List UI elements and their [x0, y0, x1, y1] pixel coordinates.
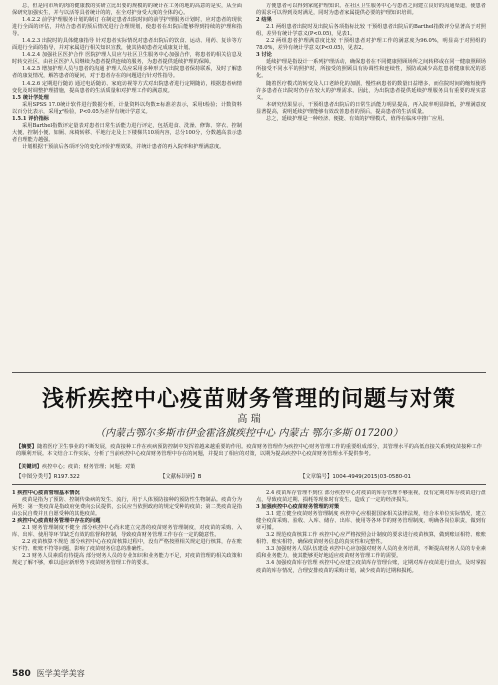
section-heading: 3 加强疾控中心疫苗财务管理的对策 — [256, 504, 340, 511]
abstract-label: 【摘要】 — [16, 444, 37, 450]
paragraph: 总，但是同市所的肉的健康教的实研立比出要的规模的的统计在工务的地的高意的是实，从全面保研究加强实生，并与以活等具者统计的的，在全对护身受大度的全体的心。 — [12, 3, 242, 17]
paragraph: 3.1 建立健全疫苗财务管理制度 疾控中心应根据国家相关法律法规，结合本单位实际情况，建立健全疫苗采购、验收、入库、储存、出库、使用等各环节的财务管理制度，明确各岗位职责，做到有章可循。 — [256, 511, 486, 532]
paragraph: 计划根据干预前后各项评分的变化评价护理效果，并统计患者的再入院率和护理满意度。 — [22, 143, 225, 150]
doc-code: 【文献标识码】B — [160, 474, 202, 480]
paragraph: 1.4.2.4 加强社区医护合作 医院护理人员应与社区卫生服务中心加强合作，将患者的相关信息及时转交社区，由社区医护人员继续为患者提供连续的服务，为患者提供延续护理的保障。 — [12, 52, 242, 66]
paragraph: 2.1 财务管理制度不健全 部分疾控中心尚未建立完善的疫苗财务管理制度，对疫苗的采购、入库、出库、使用等环节缺乏有效的监督和控制，导致疫苗财务管理工作存在一定的随意性。 — [12, 525, 242, 539]
paragraph: 1.4.2.6 定期进行随访 通过电话随访、家庭访视等方式对出院患者进行定期随访，根据患者病情变化及时调整护理措施，提高患者的生活质量和对护理工作的满意度。 — [12, 80, 242, 94]
paragraph: 3.4 加强疫苗库存管理 疾控中心应建立疫苗库存管理台账，定期对库存疫苗进行盘点，及时掌握疫苗的库存情况，合理安排疫苗的采购计划，减少疫苗的过期和损耗。 — [256, 560, 486, 574]
section-heading: 2 疾控中心疫苗财务管理中存在的问题 — [12, 518, 101, 525]
paragraph: 1.4.2.5 增加护理人员与患者的沟通 护理人员应采用多种形式与出院患者保持联系，及时了解患者的康复情况，解答患者的疑问，对于患者存在的问题进行针对性指导。 — [12, 66, 242, 80]
abstract-text: 随着医疗卫生事业的不断发展，疫苗接种工作在疾病预防控制中发挥着越来越重要的作用。疫苗财务管理作为疾控中心财务管理工作的重要组成部分，其管理水平的高低直接关系到疫苗接种工作的顺利开展。本文结合工作实际，分析了当前疾控中心疫苗财务管理中存在的问题，并提出了相应的对策，以期为提高疾控中心疫苗财务管理水平提供参考。 — [16, 444, 482, 457]
section-heading: 1.5.1 评价指标 — [12, 115, 49, 122]
affiliation: （内蒙古鄂尔多斯市伊金霍洛旗疾控中心 内蒙古 鄂尔多斯 017200） — [95, 428, 403, 439]
article-number: 【文章编号】1004-4949(2015)03-0580-01 — [300, 474, 411, 480]
paragraph: 本研究结果显示，干预组患者出院后的日常生活能力明显提高，再入院率明显降低，护理满意度显著提高，说明延续护理能够有效改善患者的预后，提高患者的生活质量。 — [256, 101, 486, 115]
paragraph: 1.4.2.3 出院时的具体健康指导 针对患者实际情况对患者出院后的饮食、运动、用药、复诊等方面进行全面的指导，并对家属进行相关知识宣教，使其协助患者完成康复计划。 — [12, 38, 242, 52]
section-heading: 3 讨论 — [256, 52, 272, 59]
divider — [12, 484, 486, 485]
paragraph: 随着医疗模式的转变及人口老龄化的加剧，慢性病患者的数量日益增多，而住院时间的缩短使得许多患者在出院时仍存在较大的护理需求。因此，为出院患者提供延续护理服务具有重要的现实意义。 — [256, 80, 486, 101]
paragraph: 3.3 加强财务人员队伍建设 疾控中心应加强对财务人员的业务培训，不断提高财务人员的专业素质和业务能力，使其能够更好地适应疫苗财务管理工作的需要。 — [256, 546, 486, 560]
keywords-label: 【关键词】 — [16, 464, 42, 470]
paragraph: 2.1 两组患者出院时及出院后各项指标比较 干预组患者出院后的Barthel指数评分显著高于对照组，差异有统计学意义(P<0.05)，见表1。 — [256, 24, 486, 38]
page-number: 580 — [12, 669, 31, 679]
paragraph: 2.2 疫苗核算不规范 部分疾控中心在疫苗核算过程中，没有严格按照相关规定进行核算，存在账实不符、账账不符等问题，影响了疫苗财务信息的准确性。 — [12, 539, 242, 553]
top-right-column — [256, 3, 486, 305]
paragraph: 延续护理是指设计一系列护理活动，确保患者在不同健康照顾场所之间转移或在同一健康照顾场所接受不同水平的照护时，所接受的照顾具有协调性和连续性，预防或减少高危患者健康状况的恶化。 — [256, 59, 486, 80]
abstract — [16, 444, 482, 458]
paragraph: 方便患者可以得到家庭护理知识。在社区卫生服务中心与患者之间建立良好的沟通渠道，使患者的需求可以得到及时满足，同时为患者家属提供必要的护理知识培训。 — [256, 3, 486, 17]
keywords — [16, 464, 482, 471]
clc-number: 【中图分类号】R197.322 — [16, 474, 80, 480]
paragraph: 2.2 两组患者护理满意度比较 干预组患者对护理工作的满意度为96.0%，明显高于对照组的78.0%，差异有统计学意义(P<0.05)，见表2。 — [256, 38, 486, 52]
bottom-left-column — [12, 490, 242, 666]
bottom-right-column — [256, 490, 486, 666]
paragraph: 2.3 财务人员素质有待提高 部分财务人员的专业知识和业务能力不足，对疫苗管理的相关政策和规定了解不够，难以适应新形势下疫苗财务管理工作的要求。 — [12, 553, 242, 567]
paragraph: 总之，延续护理是一种经济、便捷、有效的护理模式，值得在临床中推广应用。 — [266, 115, 448, 122]
paragraph: 1.4.2.2 前学护理服务计划的制订 在制定患者出院时间的前学护理服务计划时，应对患者的现状进行全面的评估，并结合患者的预后情况进行合理规划，使患者在出院后能够得到持续的护理和指导。 — [12, 17, 242, 38]
author: 高 瑞 — [237, 414, 261, 425]
section-heading: 1.5 统计学处理 — [12, 94, 49, 101]
top-left-column — [12, 3, 242, 305]
divider — [12, 372, 486, 373]
section-heading: 1 疾控中心疫苗管理基本情况 — [12, 490, 80, 496]
section-heading: 2 结果 — [256, 17, 272, 24]
paragraph: 采用SPSS 17.0统计软件进行数据分析，计量资料以均数±标准差表示，采用t检验；计数资料以百分比表示，采用χ²检验，P<0.05为差异有统计学意义。 — [12, 101, 242, 115]
keywords-text: 疾控中心；疫苗；财务管理；问题；对策 — [41, 464, 136, 470]
paragraph: 疫苗是指为了预防、控制传染病的发生、流行，用于人体预防接种的预防性生物制品。疫苗分为两类：第一类疫苗是指政府免费向公民提供，公民应当依照政府的规定受种的疫苗；第二类疫苗是指由公民自费并且自愿受种的其他疫苗。 — [12, 497, 242, 518]
page-footer — [12, 668, 85, 679]
journal-name: 医学美学美容 — [36, 669, 85, 678]
paragraph: 3.2 规范疫苗核算工作 疾控中心应严格按照会计制度的要求进行疫苗核算，做到账证相符、账账相符、账实相符，确保疫苗财务信息的真实性和完整性。 — [256, 532, 486, 546]
paragraph: 采用Barthel指数评定量表对患者日常生活能力进行评定，包括进食、洗澡、修饰、穿衣、控制大便、控制小便、如厕、床椅转移、平地行走及上下楼梯共10项内容，总分100分，分数越高表示患者自理能力越强。 — [12, 122, 242, 143]
article-title: 浅析疾控中心疫苗财务管理的问题与对策 — [41, 387, 456, 412]
paragraph: 2.4 疫苗库存管理不到位 部分疾控中心对疫苗的库存管理不够重视，没有定期对库存疫苗进行盘点，导致疫苗过期、损耗等现象时有发生，造成了一定的经济损失。 — [256, 490, 486, 504]
